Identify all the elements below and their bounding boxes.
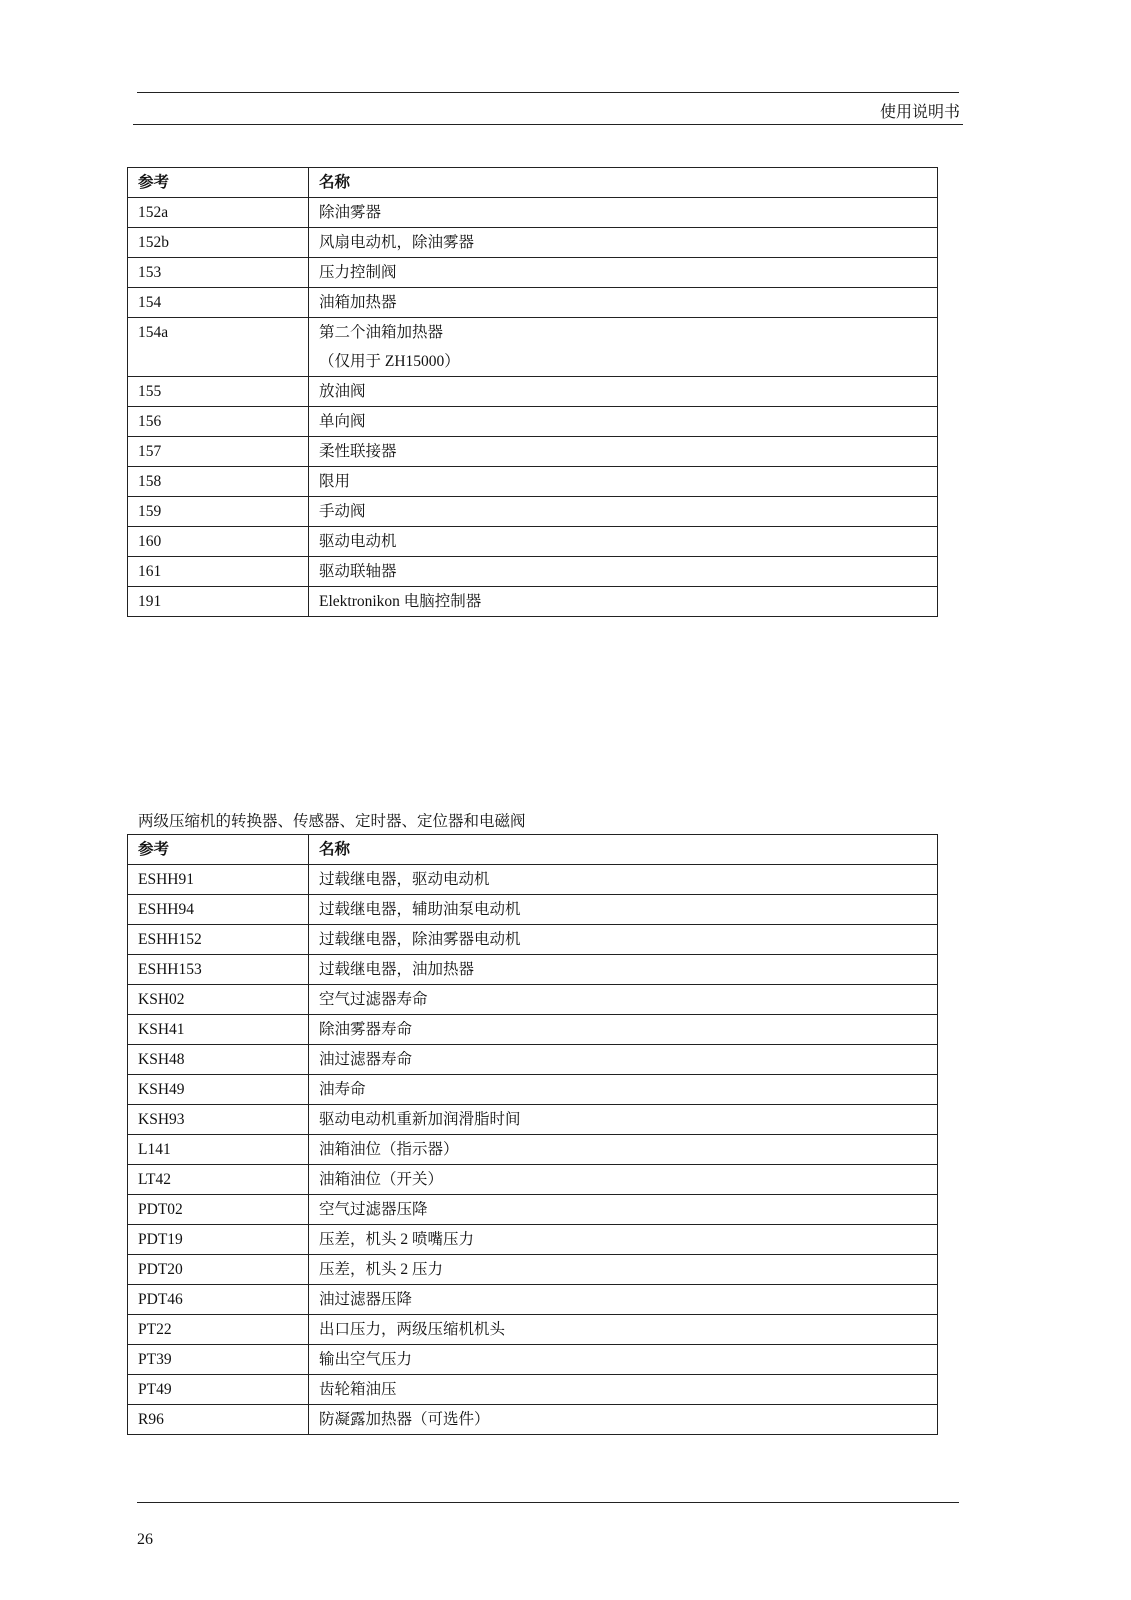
table-row bbox=[128, 467, 938, 497]
table-row bbox=[128, 1045, 938, 1075]
ref-cell: KSH02 bbox=[128, 985, 309, 1015]
name-cell: 防凝露加热器（可选件） bbox=[309, 1405, 938, 1435]
ref-cell: ESHH152 bbox=[128, 925, 309, 955]
ref-cell: 158 bbox=[128, 467, 309, 497]
name-cell: 油箱加热器 bbox=[309, 288, 938, 318]
table-row bbox=[128, 1285, 938, 1315]
column-header-ref: 参考 bbox=[128, 835, 309, 865]
name-cell: 油过滤器寿命 bbox=[309, 1045, 938, 1075]
name-cell: 压差，机头 2 喷嘴压力 bbox=[309, 1225, 938, 1255]
table-row bbox=[128, 1255, 938, 1285]
name-cell: 空气过滤器寿命 bbox=[309, 985, 938, 1015]
table-row bbox=[128, 1345, 938, 1375]
ref-cell: 159 bbox=[128, 497, 309, 527]
column-header-name: 名称 bbox=[309, 835, 938, 865]
section-caption: 两级压缩机的转换器、传感器、定时器、定位器和电磁阀 bbox=[138, 813, 526, 830]
name-cell: 油寿命 bbox=[309, 1075, 938, 1105]
ref-cell: R96 bbox=[128, 1405, 309, 1435]
table-row bbox=[128, 1225, 938, 1255]
table-row bbox=[128, 198, 938, 228]
footer-rule bbox=[137, 1502, 959, 1503]
name-cell: 油过滤器压降 bbox=[309, 1285, 938, 1315]
header-title: 使用说明书 bbox=[879, 104, 960, 121]
table-row bbox=[128, 407, 938, 437]
ref-cell: PDT46 bbox=[128, 1285, 309, 1315]
name-cell: 放油阀 bbox=[309, 377, 938, 407]
ref-cell: PT49 bbox=[128, 1375, 309, 1405]
name-cell: 过载继电器，油加热器 bbox=[309, 955, 938, 985]
table-row bbox=[128, 1105, 938, 1135]
table-row bbox=[128, 437, 938, 467]
ref-cell: ESHH91 bbox=[128, 865, 309, 895]
table-row bbox=[128, 497, 938, 527]
ref-cell: KSH48 bbox=[128, 1045, 309, 1075]
table-row bbox=[128, 228, 938, 258]
name-cell: 油箱油位（开关） bbox=[309, 1165, 938, 1195]
header-rule-top bbox=[137, 92, 959, 93]
ref-cell: 161 bbox=[128, 557, 309, 587]
name-cell: 过载继电器，除油雾器电动机 bbox=[309, 925, 938, 955]
name-cell: 手动阀 bbox=[309, 497, 938, 527]
table-row bbox=[128, 587, 938, 617]
ref-cell: 154 bbox=[128, 288, 309, 318]
reference-table-1 bbox=[127, 167, 938, 617]
table-row bbox=[128, 925, 938, 955]
table-header-row bbox=[128, 168, 938, 198]
table-row bbox=[128, 377, 938, 407]
table-row bbox=[128, 258, 938, 288]
ref-cell: ESHH94 bbox=[128, 895, 309, 925]
name-cell: 第二个油箱加热器 （仅用于 ZH15000） bbox=[309, 318, 938, 377]
ref-cell: LT42 bbox=[128, 1165, 309, 1195]
ref-cell: KSH49 bbox=[128, 1075, 309, 1105]
ref-cell: ESHH153 bbox=[128, 955, 309, 985]
name-cell: 驱动联轴器 bbox=[309, 557, 938, 587]
name-cell: 齿轮箱油压 bbox=[309, 1375, 938, 1405]
name-cell: 风扇电动机，除油雾器 bbox=[309, 228, 938, 258]
name-cell: 压力控制阀 bbox=[309, 258, 938, 288]
ref-cell: 153 bbox=[128, 258, 309, 288]
table-row bbox=[128, 1195, 938, 1225]
table-row bbox=[128, 1405, 938, 1435]
table-row bbox=[128, 985, 938, 1015]
name-cell: 过载继电器，驱动电动机 bbox=[309, 865, 938, 895]
ref-cell: PDT20 bbox=[128, 1255, 309, 1285]
table-row bbox=[128, 527, 938, 557]
table-row bbox=[128, 288, 938, 318]
ref-cell: 191 bbox=[128, 587, 309, 617]
ref-cell: 152b bbox=[128, 228, 309, 258]
page-number: 26 bbox=[137, 1531, 153, 1548]
ref-cell: PDT02 bbox=[128, 1195, 309, 1225]
ref-cell: PDT19 bbox=[128, 1225, 309, 1255]
name-cell: 压差，机头 2 压力 bbox=[309, 1255, 938, 1285]
ref-cell: KSH93 bbox=[128, 1105, 309, 1135]
name-cell: 空气过滤器压降 bbox=[309, 1195, 938, 1225]
ref-cell: 160 bbox=[128, 527, 309, 557]
table-row bbox=[128, 955, 938, 985]
ref-cell: KSH41 bbox=[128, 1015, 309, 1045]
table-row bbox=[128, 1015, 938, 1045]
table-header-row bbox=[128, 835, 938, 865]
table-row bbox=[128, 1075, 938, 1105]
table-row bbox=[128, 865, 938, 895]
name-cell: 油箱油位（指示器） bbox=[309, 1135, 938, 1165]
name-cell: 过载继电器，辅助油泵电动机 bbox=[309, 895, 938, 925]
name-cell: 柔性联接器 bbox=[309, 437, 938, 467]
name-cell: 单向阀 bbox=[309, 407, 938, 437]
name-cell: 出口压力，两级压缩机机头 bbox=[309, 1315, 938, 1345]
table-1-body bbox=[128, 198, 938, 617]
ref-cell: 157 bbox=[128, 437, 309, 467]
table-row bbox=[128, 1135, 938, 1165]
table-row bbox=[128, 557, 938, 587]
name-cell: 驱动电动机重新加润滑脂时间 bbox=[309, 1105, 938, 1135]
column-header-ref: 参考 bbox=[128, 168, 309, 198]
reference-table-2 bbox=[127, 834, 938, 1435]
table-row bbox=[128, 895, 938, 925]
ref-cell: 154a bbox=[128, 318, 309, 377]
name-cell: 除油雾器寿命 bbox=[309, 1015, 938, 1045]
table-2-body bbox=[128, 865, 938, 1435]
table-row bbox=[128, 1375, 938, 1405]
column-header-name: 名称 bbox=[309, 168, 938, 198]
name-cell: 限用 bbox=[309, 467, 938, 497]
ref-cell: L141 bbox=[128, 1135, 309, 1165]
table-row bbox=[128, 318, 938, 377]
ref-cell: PT39 bbox=[128, 1345, 309, 1375]
ref-cell: 156 bbox=[128, 407, 309, 437]
table-row bbox=[128, 1165, 938, 1195]
table-row bbox=[128, 1315, 938, 1345]
name-cell: 输出空气压力 bbox=[309, 1345, 938, 1375]
header-rule-bottom bbox=[133, 124, 963, 125]
ref-cell: PT22 bbox=[128, 1315, 309, 1345]
ref-cell: 155 bbox=[128, 377, 309, 407]
name-cell: 除油雾器 bbox=[309, 198, 938, 228]
ref-cell: 152a bbox=[128, 198, 309, 228]
name-cell: Elektronikon 电脑控制器 bbox=[309, 587, 938, 617]
name-cell: 驱动电动机 bbox=[309, 527, 938, 557]
